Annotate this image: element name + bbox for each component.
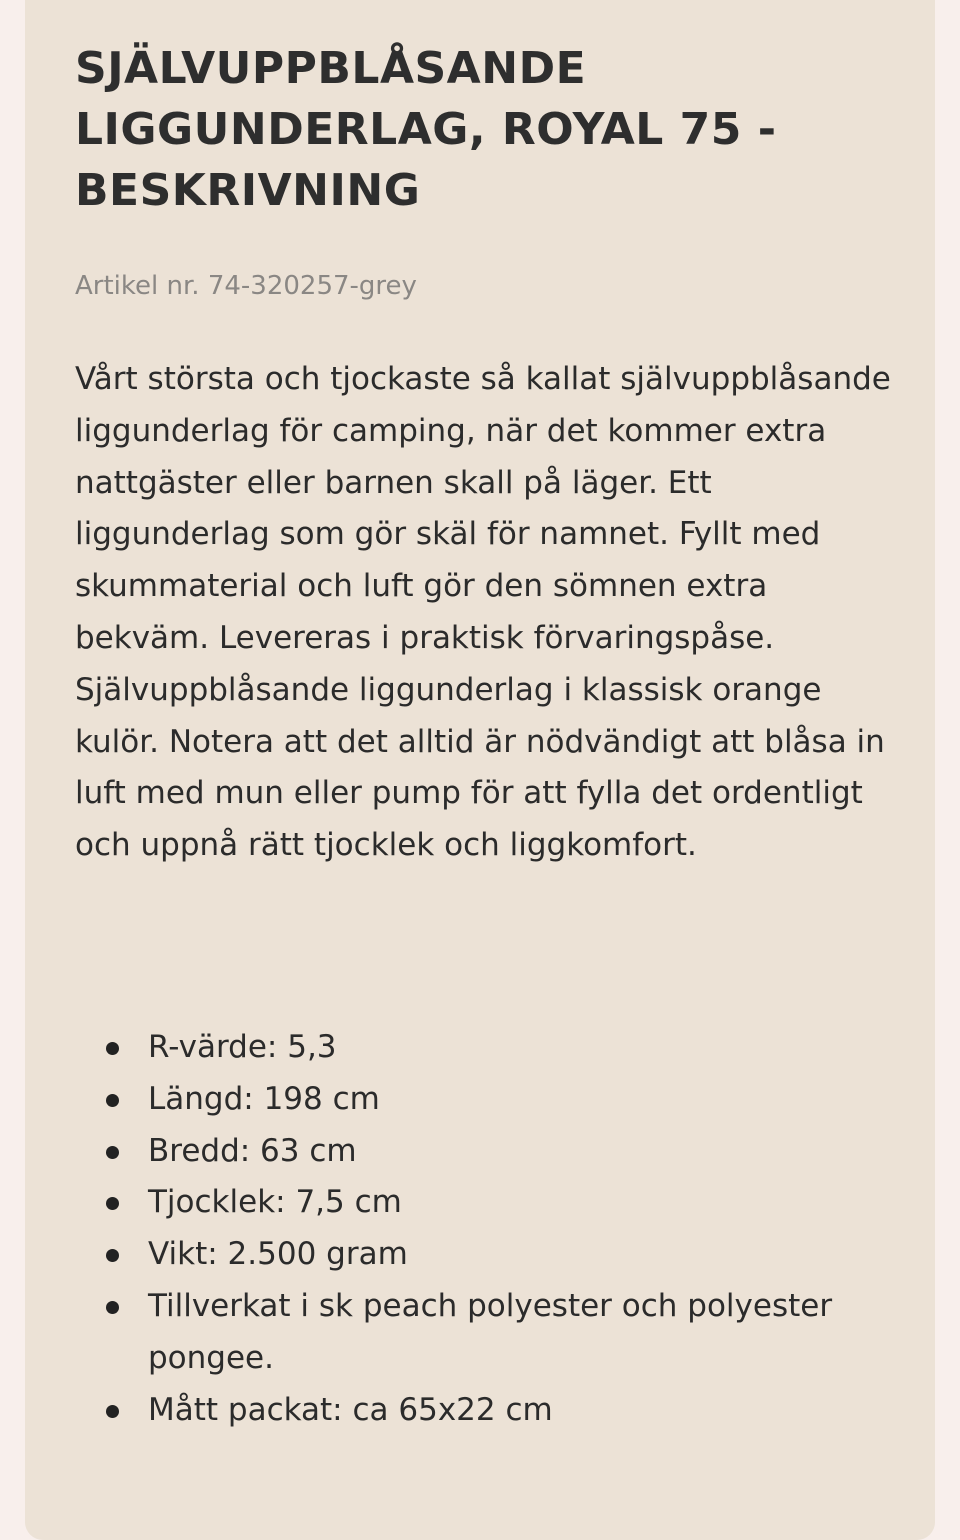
spec-text: Mått packat: ca 65x22 cm (148, 1391, 553, 1428)
spec-item-packed-size (75, 1385, 895, 1437)
spec-item-length (75, 1074, 895, 1126)
bullet-icon (106, 1146, 119, 1159)
spec-item-material (75, 1281, 895, 1385)
spec-item-weight (75, 1229, 895, 1281)
spec-list (75, 1022, 895, 1436)
bullet-icon (106, 1405, 119, 1418)
spec-text: Vikt: 2.500 gram (148, 1236, 408, 1273)
product-description: Vårt största och tjockaste så kallat självuppblåsande liggunderlag för camping, när det kommer extra nattgäster eller barnen skall på läger. Ett liggunderlag som gör skäl för namnet. Fyllt med skummaterial och luft gör den sömnen extra bekväm. Levereras i praktisk förvaringspåse. Självuppblåsande liggunderlag i klassisk orange kulör. Notera att det alltid är nödvändigt att blåsa in luft med mun eller pump för att fylla det ordentligt och uppnå rätt tjocklek och liggkomfort. (75, 361, 891, 864)
bullet-icon (106, 1042, 119, 1055)
bullet-icon (106, 1197, 119, 1210)
bullet-icon (106, 1301, 119, 1314)
spec-text: Tjocklek: 7,5 cm (148, 1184, 402, 1221)
product-title: SJÄLVUPPBLÅSANDE LIGGUNDERLAG, ROYAL 75 - BESKRIVNING (75, 43, 777, 216)
spec-text: Tillverkat i sk peach polyester och polyester pongee. (148, 1287, 833, 1376)
bullet-icon (106, 1094, 119, 1107)
spec-item-thickness (75, 1177, 895, 1229)
spec-text: R-värde: 5,3 (148, 1029, 337, 1065)
spec-item-width (75, 1126, 895, 1178)
bullet-icon (106, 1249, 119, 1262)
spec-text: Längd: 198 cm (148, 1080, 380, 1117)
spec-item-r-value (75, 1022, 895, 1074)
article-number: Artikel nr. 74-320257-grey (75, 271, 417, 301)
spec-text: Bredd: 63 cm (148, 1132, 357, 1169)
